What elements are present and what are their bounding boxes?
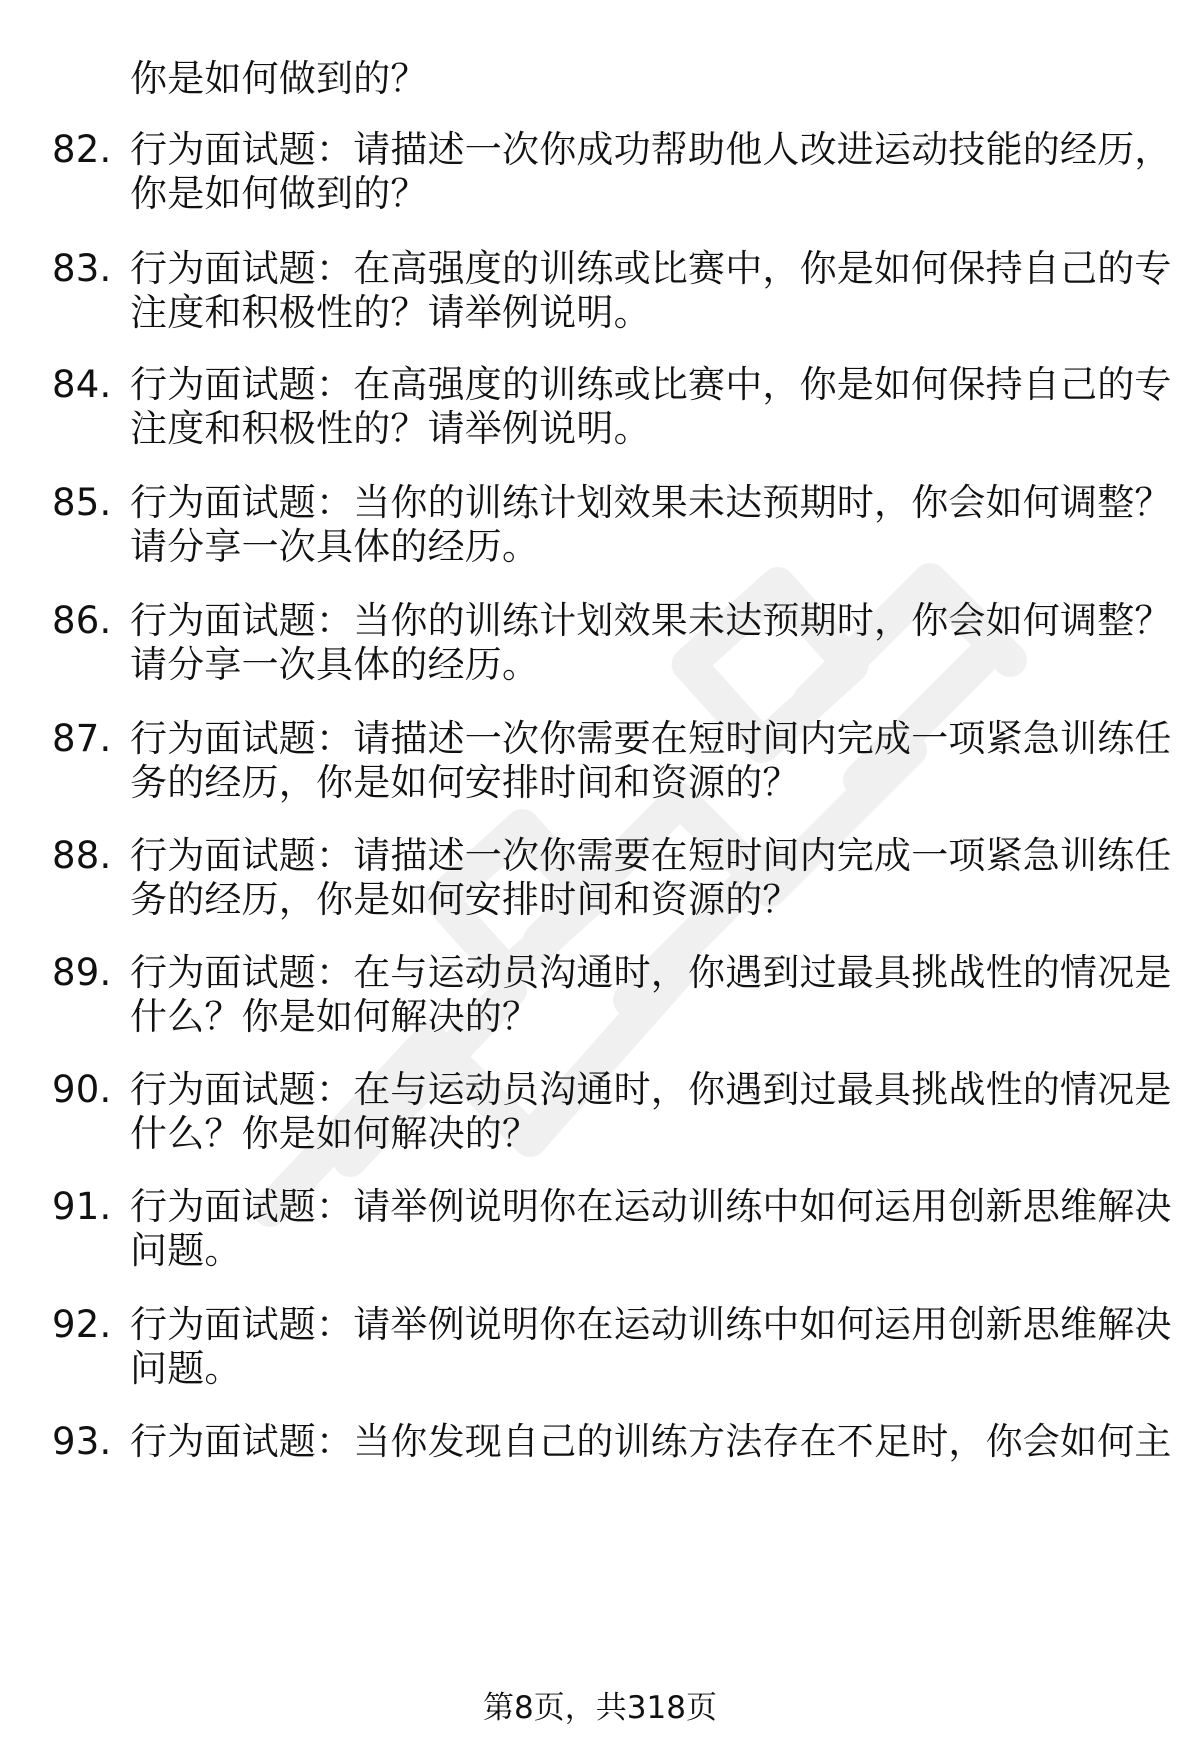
question-number: 90. [52, 1068, 112, 1111]
question-number: 89. [52, 951, 112, 994]
question-text: 请分享一次具体的经历。 [130, 643, 540, 686]
question-number: 93. [52, 1420, 112, 1463]
question-text: 务的经历，你是如何安排时间和资源的？ [130, 761, 800, 804]
question-number: 84. [52, 363, 112, 406]
question-text: 行为面试题：在与运动员沟通时，你遇到过最具挑战性的情况是 [130, 951, 1172, 994]
question-text: 行为面试题：请举例说明你在运动训练中如何运用创新思维解决 [130, 1303, 1172, 1346]
question-text: 行为面试题：当你的训练计划效果未达预期时，你会如何调整？ [130, 481, 1172, 524]
question-text: 行为面试题：请描述一次你需要在短时间内完成一项紧急训练任 [130, 717, 1172, 760]
question-text: 行为面试题：请描述一次你需要在短时间内完成一项紧急训练任 [130, 834, 1172, 877]
question-number: 86. [52, 599, 112, 642]
question-text: 问题。 [130, 1229, 242, 1272]
question-text: 什么？你是如何解决的？ [130, 1112, 540, 1155]
question-text: 请分享一次具体的经历。 [130, 525, 540, 568]
question-text: 注度和积极性的？请举例说明。 [130, 407, 651, 450]
question-number: 87. [52, 717, 112, 760]
question-text: 行为面试题：请举例说明你在运动训练中如何运用创新思维解决 [130, 1185, 1172, 1228]
question-text: 你是如何做到的？ [130, 172, 428, 215]
question-text: 行为面试题：在高强度的训练或比赛中，你是如何保持自己的专 [130, 363, 1172, 406]
question-number: 88. [52, 834, 112, 877]
question-text: 行为面试题：在高强度的训练或比赛中，你是如何保持自己的专 [130, 247, 1172, 290]
question-number: 91. [52, 1185, 112, 1228]
question-text: 注度和积极性的？请举例说明。 [130, 291, 651, 334]
question-text: 行为面试题：在与运动员沟通时，你遇到过最具挑战性的情况是 [130, 1068, 1172, 1111]
question-number: 85. [52, 481, 112, 524]
question-text: 务的经历，你是如何安排时间和资源的？ [130, 878, 800, 921]
question-number: 83. [52, 247, 112, 290]
question-number: 92. [52, 1303, 112, 1346]
page-footer: 第8页，共318页 [483, 1690, 717, 1726]
question-text: 行为面试题：请描述一次你成功帮助他人改进运动技能的经历， [130, 128, 1172, 171]
question-text: 你是如何做到的？ [130, 57, 428, 100]
question-text: 什么？你是如何解决的？ [130, 995, 540, 1038]
question-number: 82. [52, 128, 112, 171]
question-text: 行为面试题：当你的训练计划效果未达预期时，你会如何调整？ [130, 599, 1172, 642]
question-text: 行为面试题：当你发现自己的训练方法存在不足时，你会如何主 [130, 1420, 1172, 1463]
question-text: 问题。 [130, 1347, 242, 1390]
